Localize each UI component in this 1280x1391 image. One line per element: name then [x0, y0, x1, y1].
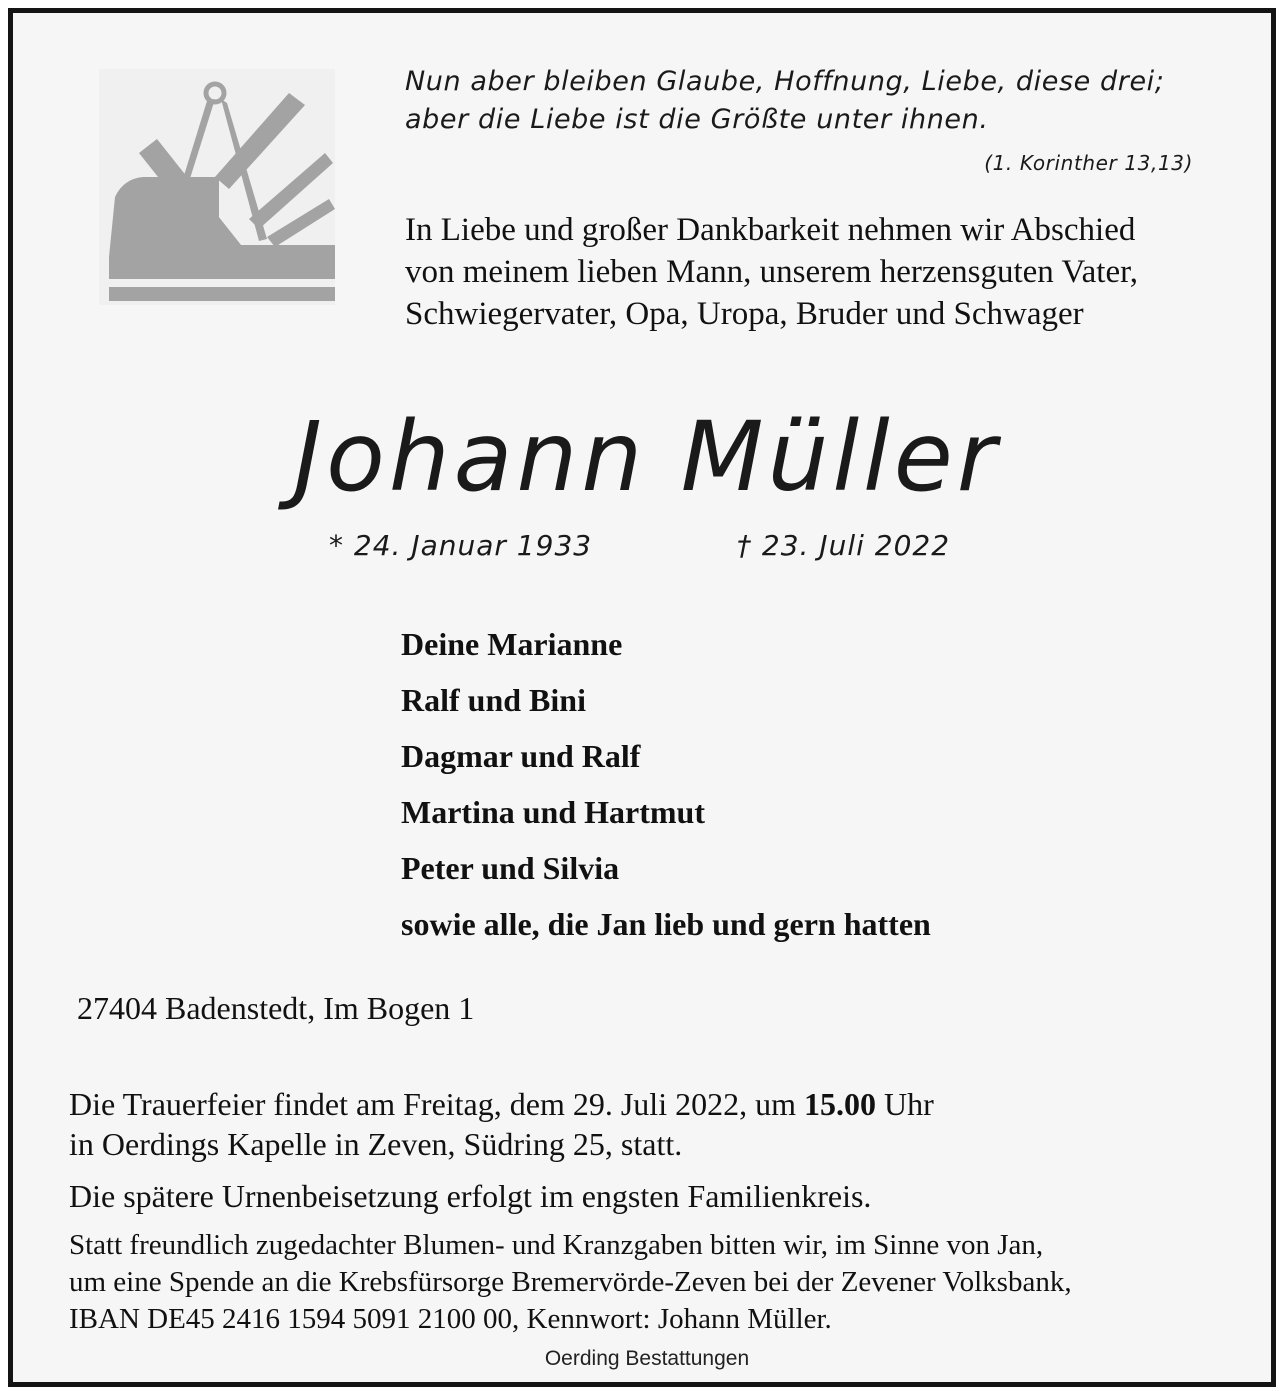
mourners-list — [401, 616, 931, 952]
funeral-service-info — [69, 1084, 1239, 1164]
verse-line: Nun aber bleiben Glaube, Hoffnung, Liebe, diese drei; — [405, 66, 1165, 97]
birth-date: * 24. Januar 1933 — [329, 529, 593, 562]
farewell-line: von meinem lieben Mann, unserem herzensguten Vater, — [405, 254, 1139, 290]
service-line — [69, 1084, 1239, 1124]
mourner-entry: Martina und Hartmut — [401, 794, 705, 830]
mourner-entry: Ralf und Bini — [401, 682, 586, 718]
obituary-notice — [8, 8, 1276, 1387]
carpenter-tools-icon — [99, 69, 335, 305]
service-time: 15.00 — [803, 1086, 876, 1122]
donation-request — [69, 1227, 1239, 1338]
mourner-entry: Dagmar und Ralf — [401, 738, 641, 774]
farewell-line: Schwiegervater, Opa, Uropa, Bruder und Schwager — [405, 296, 1084, 332]
farewell-text — [405, 209, 1245, 335]
farewell-line: In Liebe und großer Dankbarkeit nehmen wir Abschied — [405, 212, 1136, 248]
donation-line: Statt freundlich zugedachter Blumen- und Kranzgaben bitten wir, im Sinne von Jan, — [69, 1229, 1044, 1261]
verse-reference: (1. Korinther 13,13) — [984, 151, 1193, 175]
address: 27404 Badenstedt, Im Bogen 1 — [77, 990, 475, 1026]
mourner-entry: Peter und Silvia — [401, 850, 620, 886]
service-text: Uhr — [875, 1086, 934, 1122]
death-date: † 23. Juli 2022 — [737, 529, 951, 562]
funeral-home-credit: Oerding Bestattungen — [544, 1347, 750, 1370]
verse-line: aber die Liebe ist die Größte unter ihnen. — [405, 104, 989, 135]
mourner-entry: Deine Marianne — [401, 626, 623, 662]
donation-line: IBAN DE45 2416 1594 5091 2100 00, Kennwort: Johann Müller. — [69, 1303, 832, 1335]
service-line: in Oerdings Kapelle in Zeven, Südring 25, statt. — [69, 1126, 683, 1162]
deceased-name: Johann Müller — [293, 401, 1001, 513]
service-text: Die Trauerfeier findet am Freitag, dem 29. Juli 2022, um — [69, 1086, 804, 1122]
mourner-entry: sowie alle, die Jan lieb und gern hatten — [401, 906, 931, 942]
burial-info: Die spätere Urnenbeisetzung erfolgt im engsten Familienkreis. — [69, 1178, 872, 1214]
donation-line: um eine Spende an die Krebsfürsorge Bremervörde-Zeven bei der Zevener Volksbank, — [69, 1266, 1072, 1298]
bible-verse — [405, 63, 1205, 139]
